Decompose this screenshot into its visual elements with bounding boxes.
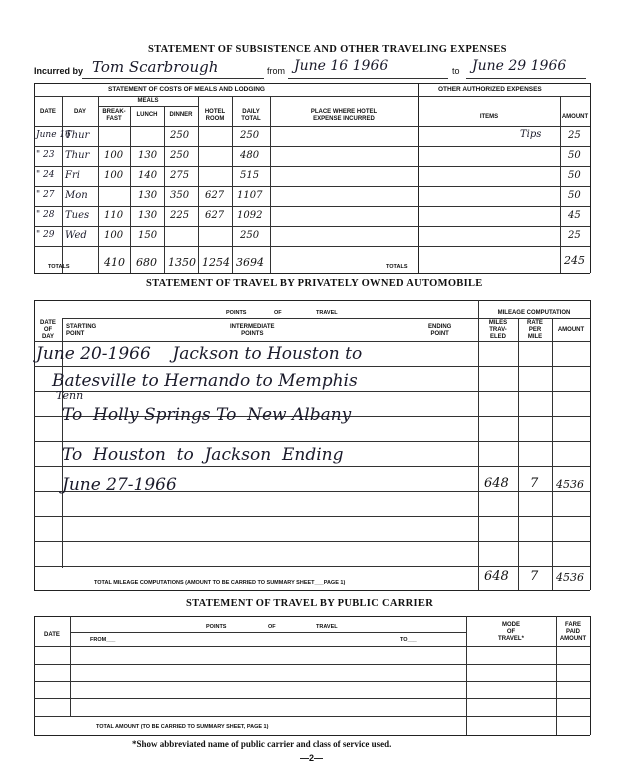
auto-line-1: June 20-1966 Jackson to Houston to	[36, 344, 363, 364]
auto-row-miles: 648	[484, 476, 509, 491]
row-total: 480	[240, 150, 260, 161]
header-starting-point: STARTING POINT	[66, 324, 97, 337]
row-date: " 29	[36, 230, 55, 240]
row-dinner: 250	[170, 150, 190, 161]
row-day: Wed	[65, 230, 87, 241]
header-mileage-computation: MILEAGE COMPUTATION	[497, 310, 571, 316]
auto-total-rate: 7	[530, 569, 539, 584]
header-items: ITEMS	[479, 114, 499, 120]
other-section-title: OTHER AUTHORIZED EXPENSES	[438, 86, 542, 93]
total-lunch: 680	[136, 256, 157, 269]
header-dinner: DINNER	[169, 112, 193, 118]
carrier-header-fare: FARE PAID AMOUNT	[559, 622, 587, 642]
auto-line-5: To Houston to Jackson Ending	[62, 445, 344, 465]
row-day: Thur	[65, 130, 90, 141]
row-lunch: 130	[138, 210, 158, 221]
row-total: 1092	[237, 210, 263, 221]
header-ending-point: ENDING POINT	[428, 324, 452, 337]
header-day: DAY	[73, 109, 87, 115]
auto-line-6: June 27-1966	[62, 475, 177, 495]
row-day: Tues	[65, 210, 90, 221]
row-total: 250	[240, 230, 260, 241]
header-breakfast: BREAK- FAST	[102, 109, 126, 122]
row-date: " 27	[36, 190, 55, 200]
row-date: " 28	[36, 210, 55, 220]
row-dinner: 250	[170, 130, 190, 141]
row-hotel: 627	[205, 210, 225, 221]
row-total: 1107	[237, 190, 263, 201]
row-breakfast: 100	[104, 230, 124, 241]
row-breakfast: 100	[104, 150, 124, 161]
total-hotel: 1254	[202, 256, 230, 269]
header-lunch: LUNCH	[136, 112, 158, 118]
row-item: Tips	[520, 129, 542, 140]
row-lunch: 130	[138, 190, 158, 201]
carrier-header-date: DATE	[44, 632, 60, 638]
to-value: June 29 1966	[472, 58, 567, 74]
incurred-by-value: Tom Scarbrough	[92, 58, 219, 76]
auto-row-amount: 4536	[556, 478, 584, 491]
row-date: June 16	[36, 130, 71, 140]
from-value: June 16 1966	[294, 58, 389, 74]
row-amount: 50	[568, 170, 581, 181]
row-total: 250	[240, 130, 260, 141]
carrier-header-of: OF	[268, 624, 276, 630]
carrier-header-from: FROM___	[90, 637, 116, 643]
header-meals: MEALS	[137, 98, 159, 104]
row-breakfast: 110	[104, 210, 124, 221]
carrier-title: STATEMENT OF TRAVEL BY PUBLIC CARRIER	[186, 598, 434, 609]
auto-title: STATEMENT OF TRAVEL BY PRIVATELY OWNED AUTOMOBILE	[146, 278, 483, 289]
incurred-by-label: Incurred by	[34, 66, 84, 76]
row-hotel: 627	[205, 190, 225, 201]
total-dinner: 1350	[168, 256, 196, 269]
auto-line-2: Batesville to Hernando to Memphis	[52, 371, 358, 391]
from-label: from	[267, 66, 285, 76]
footnote: *Show abbreviated name of public carrier and class of service used.	[132, 739, 392, 749]
header-intermediate-points: INTERMEDIATE POINTS	[230, 324, 275, 337]
row-lunch: 130	[138, 150, 158, 161]
auto-row-rate: 7	[530, 476, 539, 491]
row-amount: 50	[568, 150, 581, 161]
other-total: 245	[564, 254, 585, 267]
totals-label: TOTALS	[48, 264, 70, 270]
row-dinner: 350	[170, 190, 190, 201]
row-day: Thur	[65, 150, 90, 161]
carrier-header-travel: TRAVEL	[316, 624, 338, 630]
total-daily: 3694	[236, 256, 264, 269]
header-of: OF	[274, 310, 282, 316]
header-daily-total: DAILY TOTAL	[241, 109, 261, 122]
header-amount-auto: AMOUNT	[557, 327, 585, 333]
auto-total-amount: 4536	[556, 571, 584, 584]
header-date-of-day: DATE OF DAY	[40, 320, 56, 340]
row-day: Fri	[65, 170, 80, 181]
row-lunch: 150	[138, 230, 158, 241]
row-date: " 24	[36, 170, 55, 180]
row-amount: 50	[568, 190, 581, 201]
auto-total-miles: 648	[484, 569, 509, 584]
header-date: DATE	[40, 109, 56, 115]
auto-line-3: Tenn	[56, 389, 84, 402]
meals-section-title: STATEMENT OF COSTS OF MEALS AND LODGING	[108, 86, 265, 93]
row-amount: 45	[568, 210, 581, 221]
page-number: —2—	[300, 753, 324, 763]
header-rate: RATE PER MILE	[527, 320, 543, 340]
subsistence-title: STATEMENT OF SUBSISTENCE AND OTHER TRAVELING EXPENSES	[148, 44, 507, 55]
header-place: PLACE WHERE HOTEL EXPENSE INCURRED	[310, 109, 378, 122]
row-date: " 23	[36, 150, 55, 160]
header-hotel-room: HOTEL ROOM	[204, 109, 226, 122]
header-miles: MILES TRAV- ELED	[488, 320, 508, 340]
header-travel: TRAVEL	[316, 310, 338, 316]
other-totals-label: TOTALS	[386, 264, 408, 270]
row-lunch: 140	[138, 170, 158, 181]
auto-line-4: To Holly Springs To New Albany	[62, 405, 352, 425]
carrier-header-points: POINTS	[206, 624, 227, 630]
row-dinner: 275	[170, 170, 190, 181]
row-amount: 25	[568, 230, 581, 241]
to-label: to	[452, 66, 460, 76]
auto-total-label: TOTAL MILEAGE COMPUTATIONS (AMOUNT TO BE CARRIED TO SUMMARY SHEET___PAGE 1)	[94, 580, 346, 586]
header-amount: AMOUNT	[561, 114, 589, 120]
header-points: POINTS	[226, 310, 247, 316]
carrier-header-to: TO___	[400, 637, 417, 643]
carrier-header-mode: MODE OF TRAVEL*	[498, 622, 524, 642]
total-breakfast: 410	[104, 256, 125, 269]
row-dinner: 225	[170, 210, 190, 221]
row-breakfast: 100	[104, 170, 124, 181]
row-day: Mon	[65, 190, 88, 201]
row-amount: 25	[568, 130, 581, 141]
carrier-total-label: TOTAL AMOUNT (TO BE CARRIED TO SUMMARY SHEET, PAGE 1)	[96, 724, 269, 730]
row-total: 515	[240, 170, 260, 181]
